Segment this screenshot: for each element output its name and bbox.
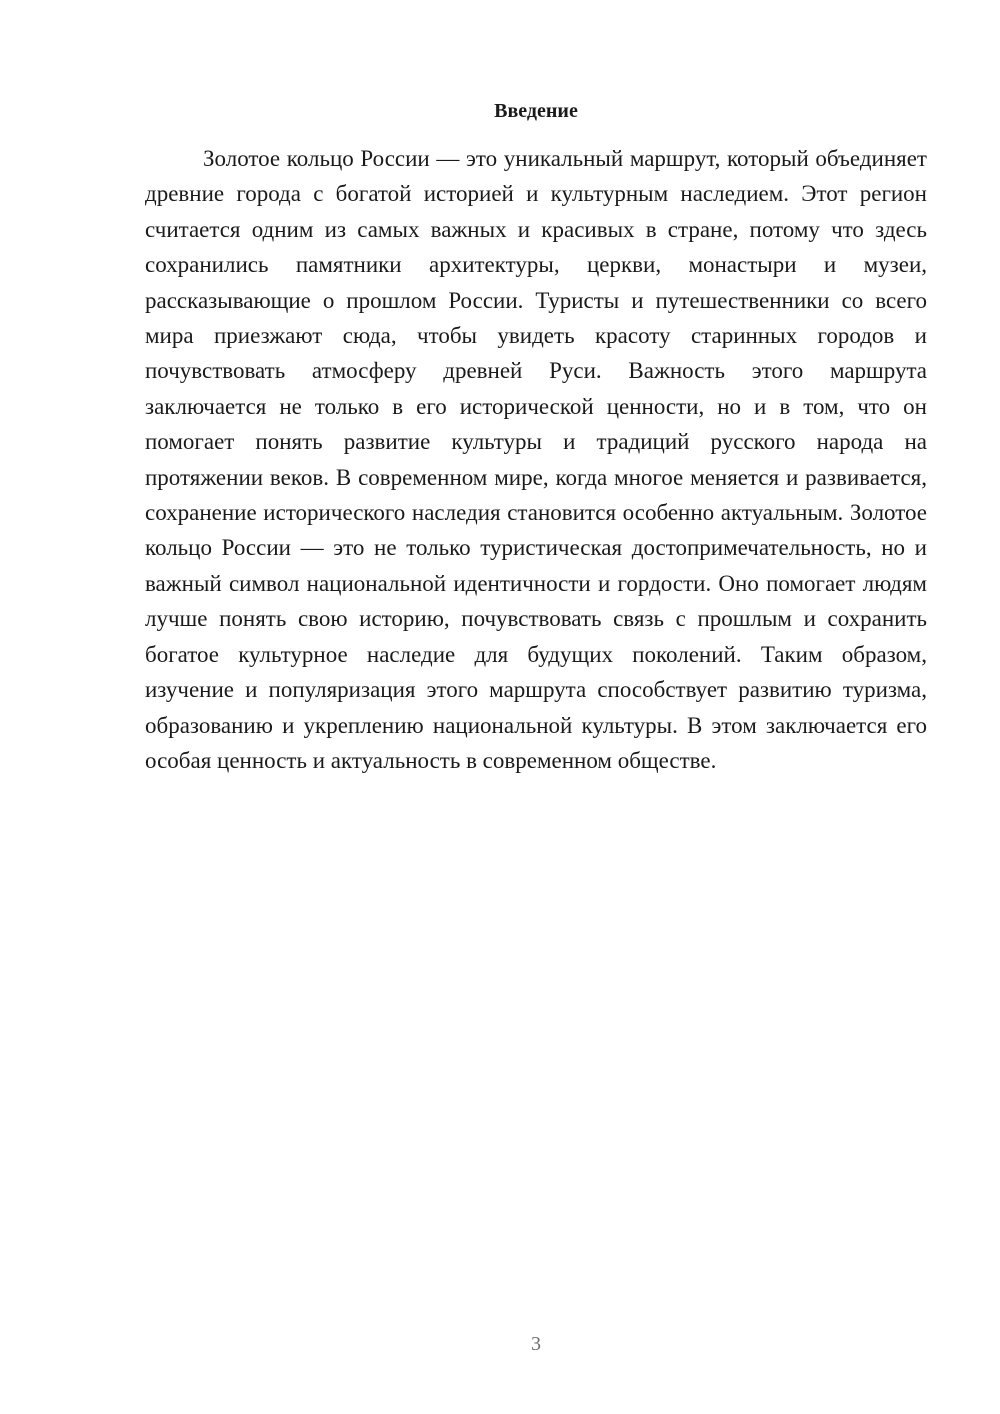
page-number: 3 xyxy=(531,1333,541,1355)
introduction-paragraph: Золотое кольцо России — это уникальный маршрут, который объединяет древние города с богатой историей и культурным наследием. Этот регион считается одним из самых важных и красивых в стране, потому что здесь сохранились памятники архитектуры, церкви, монастыри и музеи, рассказывающие о прошлом России. Туристы и путешественники со всего мира приезжают сюда, чтобы увидеть красоту старинных городов и почувствовать атмосферу древней Руси. Важность этого маршрута заключается не только в его исторической ценности, но и в том, что он помогает понять развитие культуры и традиций русского народа на протяжении веков. В современном мире, когда многое меняется и развивается, сохранение исторического наследия становится особенно актуальным. Золотое кольцо России — это не только туристическая достопримечательность, но и важный символ национальной идентичности и гордости. Оно помогает людям лучше понять свою историю, почувствовать связь с прошлым и сохранить богатое культурное наследие для будущих поколений. Таким образом, изучение и популяризация этого маршрута способствует развитию туризма, образованию и укреплению национальной культуры. В этом заключается его особая ценность и актуальность в современном обществе. xyxy=(145,146,927,773)
section-heading: Введение xyxy=(494,100,578,122)
